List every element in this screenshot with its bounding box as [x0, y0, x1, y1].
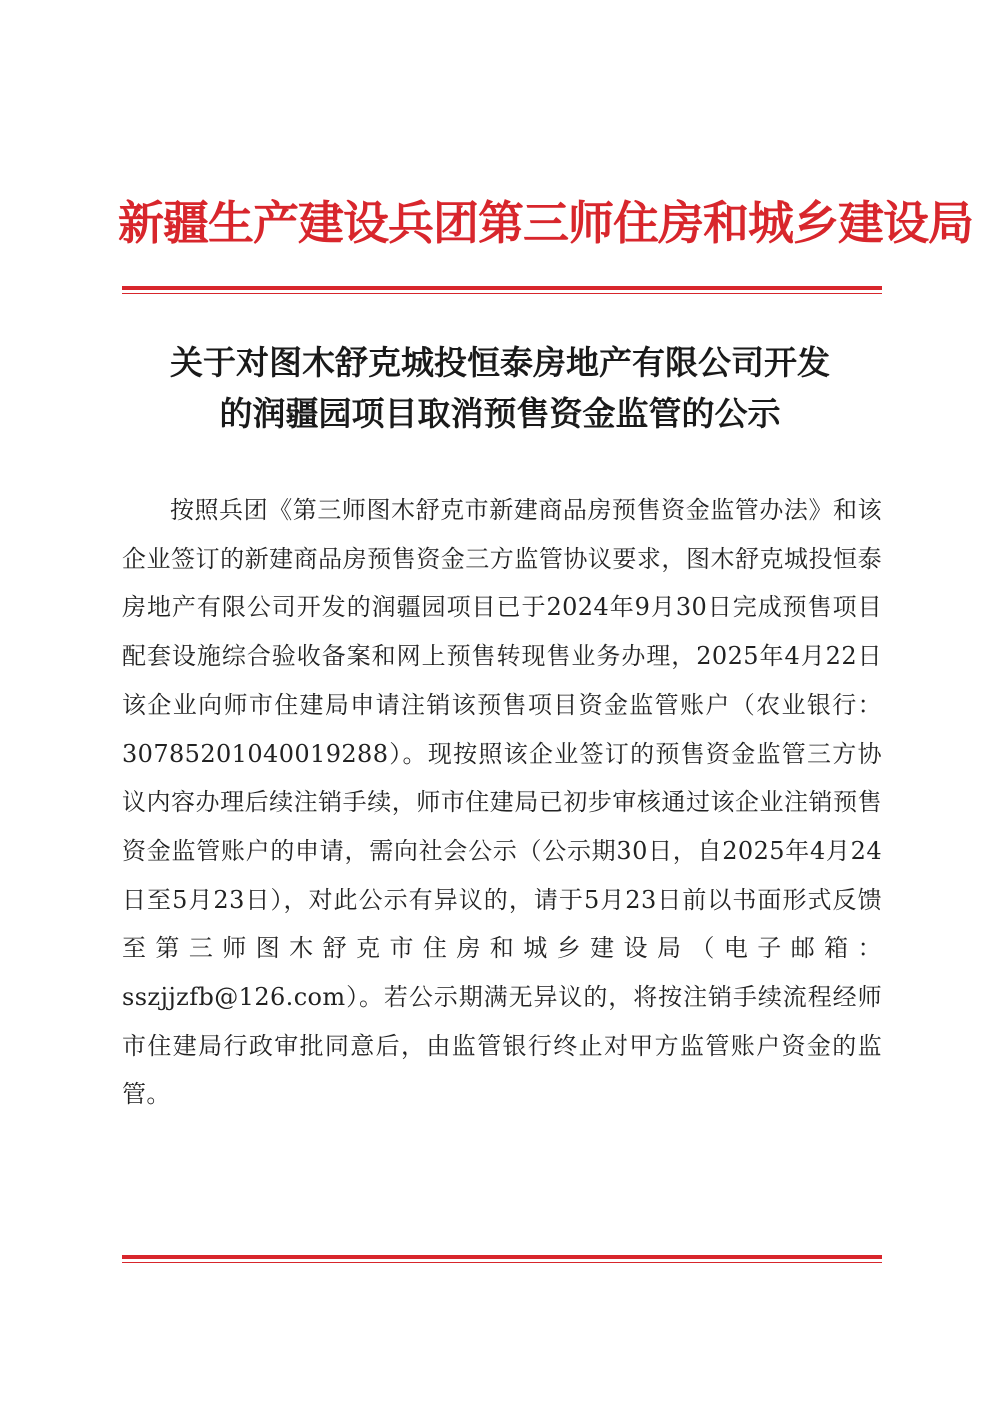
red-rule-thin-line	[122, 293, 882, 294]
footer-red-rule	[122, 1255, 882, 1263]
title-line-1: 关于对图木舒克城投恒泰房地产有限公司开发	[170, 343, 830, 382]
letterhead-red-rule	[122, 286, 882, 294]
title-line-2: 的润疆园项目取消预售资金监管的公示	[219, 394, 781, 433]
footer-rule-thin-line	[122, 1262, 882, 1263]
document-body-paragraph: 按照兵团《第三师图木舒克市新建商品房预售资金监管办法》和该企业签订的新建商品房预售资金三方监管协议要求，图木舒克城投恒泰房地产有限公司开发的润疆园项目已于2024年9月30日完成预售项目配套设施综合验收备案和网上预售转现售业务办理，2025年4月22日该企业向师市住建局申请注销该预售项目资金监管账户（农业银行：30785201040019288）。现按照该企业签订的预售资金监管三方协议内容办理后续注销手续，师市住建局已初步审核通过该企业注销预售资金监管账户的申请，需向社会公示（公示期30日，自2025年4月24日至5月23日），对此公示有异议的，请于5月23日前以书面形式反馈至第三师图木舒克市住房和城乡建设局（电子邮箱：sszjjzfb@126.com）。若公示期满无异议的，将按注销手续流程经师市住建局行政审批同意后，由监管银行终止对甲方监管账户资金的监管。	[122, 496, 882, 1109]
document-title	[110, 337, 890, 439]
letterhead-org-name: 新疆生产建设兵团第三师住房和城乡建设局	[118, 196, 973, 250]
